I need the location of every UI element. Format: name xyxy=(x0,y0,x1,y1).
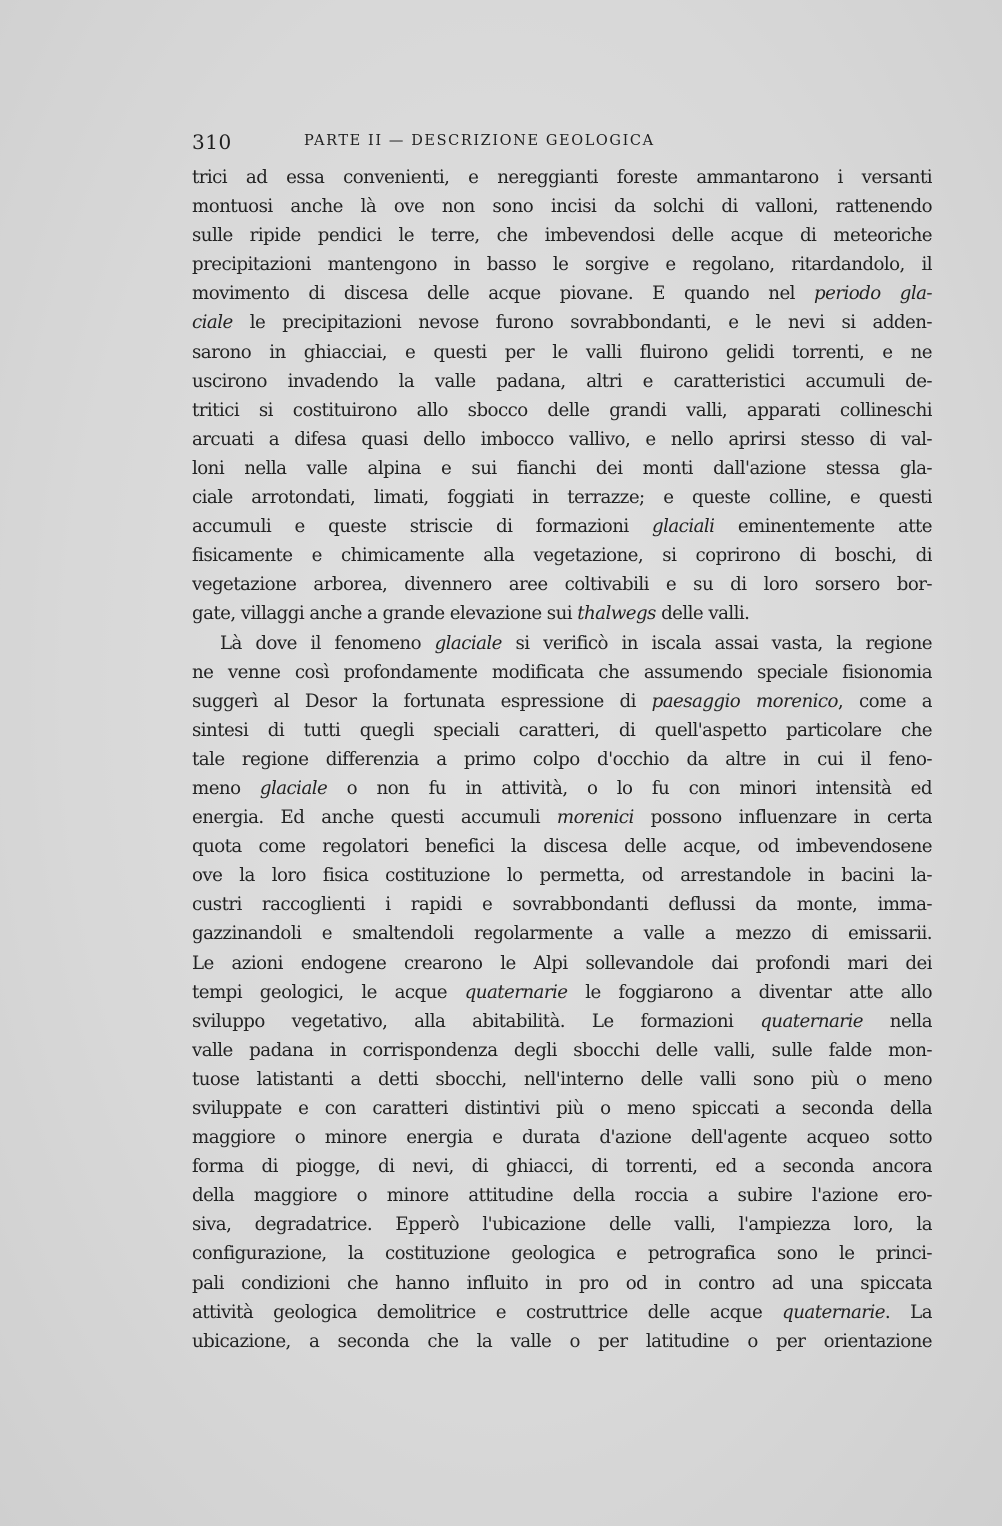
text-line: meno glaciale o non fu in attività, o lo fu con minori intensità ed xyxy=(192,777,932,799)
text-line: sarono in ghiacciai, e questi per le valli fluirono gelidi torrenti, e ne xyxy=(192,341,932,363)
text-line: tuose latistanti a detti sbocchi, nell'interno delle valli sono più o meno xyxy=(192,1068,932,1090)
text-line: sintesi di tutti quegli speciali caratteri, di quell'aspetto particolare che xyxy=(192,719,932,741)
text-line: accumuli e queste striscie di formazioni glaciali eminentemente atte xyxy=(192,516,932,538)
page-header xyxy=(192,128,932,158)
running-title: PARTE II — DESCRIZIONE GEOLOGICA xyxy=(304,133,655,149)
text-line: movimento di discesa delle acque piovane. E quando nel periodo gla- xyxy=(192,283,932,305)
text-line: loni nella valle alpina e sui fianchi dei monti dall'azione stessa gla- xyxy=(192,457,932,479)
text-line: configurazione, la costituzione geologica e petrografica sono le princi- xyxy=(192,1243,932,1265)
page-number: 310 xyxy=(192,130,232,154)
text-line: tritici si costituirono allo sbocco delle grandi valli, apparati collineschi xyxy=(192,399,932,421)
text-line: maggiore o minore energia e durata d'azione dell'agente acqueo sotto xyxy=(192,1127,932,1149)
text-line: ove la loro fisica costituzione lo permetta, od arrestandole in bacini la- xyxy=(192,865,932,887)
text-line: tempi geologici, le acque quaternarie le foggiarono a diventar atte allo xyxy=(192,981,932,1003)
text-line: della maggiore o minore attitudine della roccia a subire l'azione ero- xyxy=(192,1185,932,1207)
text-line: fisicamente e chimicamente alla vegetazione, si coprirono di boschi, di xyxy=(192,545,932,567)
body-text xyxy=(192,163,932,1356)
text-line: gate, villaggi anche a grande elevazione sui thalwegs delle valli. xyxy=(192,603,750,625)
text-line: sviluppo vegetativo, alla abitabilità. Le formazioni quaternarie nella xyxy=(192,1010,932,1032)
text-line: ciale le precipitazioni nevose furono sovrabbondanti, e le nevi si adden- xyxy=(192,312,932,334)
text-line: ubicazione, a seconda che la valle o per latitudine o per orientazione xyxy=(192,1330,932,1352)
text-line: arcuati a difesa quasi dello imbocco vallivo, e nello aprirsi stesso di val- xyxy=(192,428,932,450)
text-line: suggerì al Desor la fortunata espressione di paesaggio morenico, come a xyxy=(192,690,932,712)
text-line: gazzinandoli e smaltendoli regolarmente a valle a mezzo di emissarii. xyxy=(192,923,932,945)
text-line: ne venne così profondamente modificata che assumendo speciale fisionomia xyxy=(192,661,932,683)
text-line: vegetazione arborea, divennero aree coltivabili e su di loro sorsero bor- xyxy=(192,574,932,596)
text-line: Là dove il fenomeno glaciale si verificò in iscala assai vasta, la regione xyxy=(220,632,932,654)
text-line: forma di piogge, di nevi, di ghiacci, di torrenti, ed a seconda ancora xyxy=(192,1156,932,1178)
text-line: precipitazioni mantengono in basso le sorgive e regolano, ritardandolo, il xyxy=(192,254,932,276)
text-line: siva, degradatrice. Epperò l'ubicazione delle valli, l'ampiezza loro, la xyxy=(192,1214,932,1236)
text-line: ciale arrotondati, limati, foggiati in terrazze; e queste colline, e questi xyxy=(192,487,932,509)
text-line: valle padana in corrispondenza degli sbocchi delle valli, sulle falde mon- xyxy=(192,1039,932,1061)
text-line: tale regione differenzia a primo colpo d'occhio da altre in cui il feno- xyxy=(192,748,932,770)
text-line: Le azioni endogene crearono le Alpi sollevandole dai profondi mari dei xyxy=(192,952,932,974)
text-line: energia. Ed anche questi accumuli morenici possono influenzare in certa xyxy=(192,807,932,829)
text-line: quota come regolatori benefici la discesa delle acque, od imbevendosene xyxy=(192,836,932,858)
text-line: sulle ripide pendici le terre, che imbevendosi delle acque di meteoriche xyxy=(192,225,932,247)
text-line: attività geologica demolitrice e costruttrice delle acque quaternarie. La xyxy=(192,1301,932,1323)
text-line: sviluppate e con caratteri distintivi più o meno spiccati a seconda della xyxy=(192,1098,932,1119)
text-line: custri raccoglienti i rapidi e sovrabbondanti deflussi da monte, imma- xyxy=(192,894,932,916)
text-line: pali condizioni che hanno influito in pro od in contro ad una spiccata xyxy=(192,1272,932,1294)
text-line: montuosi anche là ove non sono incisi da solchi di valloni, rattenendo xyxy=(192,196,932,218)
text-line: uscirono invadendo la valle padana, altri e caratteristici accumuli de- xyxy=(192,370,932,392)
text-line: trici ad essa convenienti, e nereggianti foreste ammantarono i versanti xyxy=(192,167,932,188)
